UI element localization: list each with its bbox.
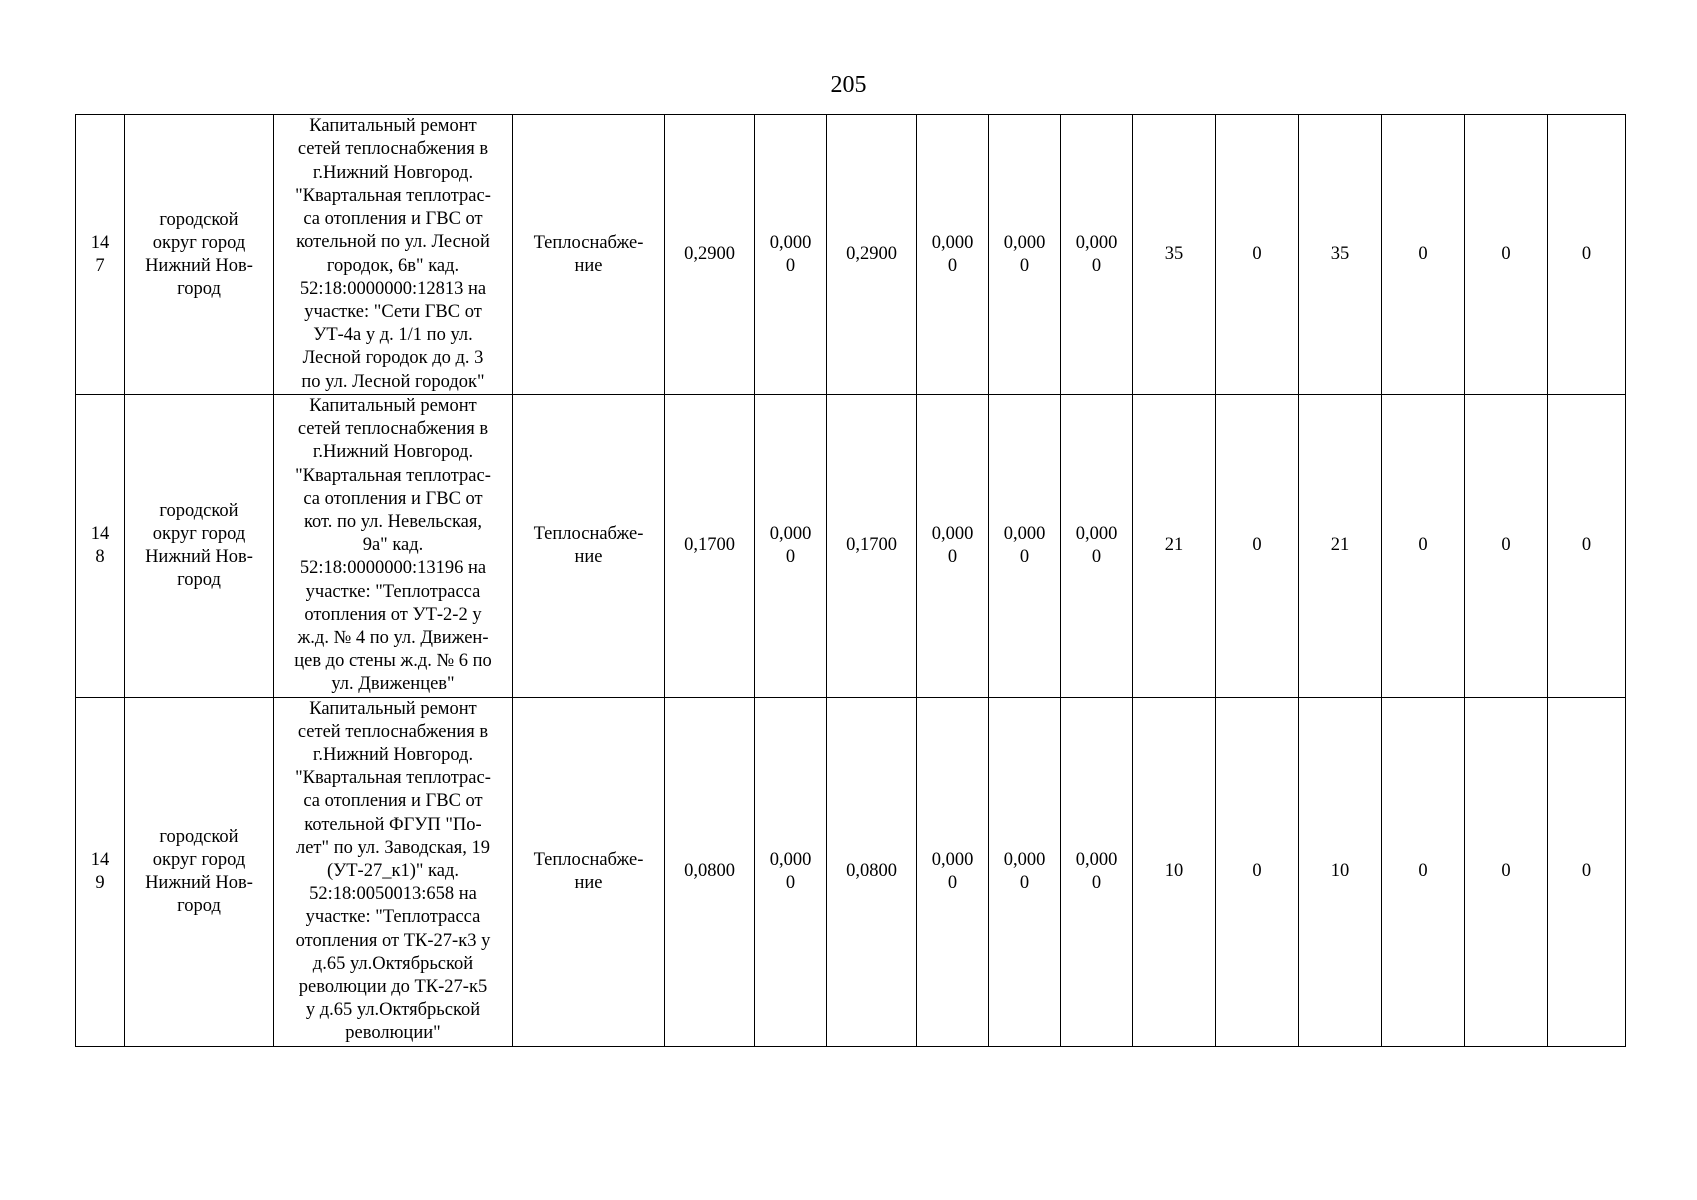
value-cell bbox=[917, 395, 989, 698]
value-cell bbox=[1061, 395, 1133, 698]
cell-line: 0 bbox=[947, 872, 958, 893]
row-number-cell bbox=[76, 395, 125, 698]
cell-line: революции" bbox=[345, 1023, 441, 1044]
cell-line: 0 bbox=[785, 255, 796, 276]
cell-line: 0,000 bbox=[1003, 849, 1046, 870]
cell-line: 0,000 bbox=[1075, 232, 1118, 253]
cell-line: Нижний Нов- bbox=[145, 872, 253, 893]
cell-line: сетей теплоснабжения в bbox=[297, 721, 489, 742]
cell-line: округ город bbox=[152, 523, 246, 544]
cell-line: Нижний Нов- bbox=[145, 546, 253, 567]
cell-line: 0,000 bbox=[931, 849, 974, 870]
cell-line: 52:18:0000000:13196 на bbox=[299, 558, 487, 579]
value-cell bbox=[989, 395, 1061, 698]
cell-line: город bbox=[177, 569, 221, 590]
municipality-cell bbox=[125, 395, 274, 698]
count-cell: 35 bbox=[1133, 115, 1216, 395]
cell-line: Теплоснабже- bbox=[533, 523, 644, 544]
cell-line: у д.65 ул.Октябрьской bbox=[305, 1000, 481, 1021]
count-cell: 0 bbox=[1548, 115, 1626, 395]
data-table bbox=[75, 114, 1626, 1047]
description-cell bbox=[274, 395, 513, 698]
value-cell bbox=[665, 115, 755, 395]
count-cell: 0 bbox=[1382, 697, 1465, 1046]
cell-line: котельной по ул. Лесной bbox=[296, 232, 490, 253]
cell-line: 0 bbox=[1019, 255, 1030, 276]
description-cell bbox=[274, 115, 513, 395]
cell-line: сетей теплоснабжения в bbox=[297, 419, 489, 440]
cell-line: 0,000 bbox=[1003, 523, 1046, 544]
value-cell bbox=[1061, 697, 1133, 1046]
cell-line: округ город bbox=[152, 849, 246, 870]
cell-line: городок, 6в" кад. bbox=[326, 255, 460, 276]
value-cell bbox=[917, 115, 989, 395]
value-cell bbox=[989, 115, 1061, 395]
cell-line: 0,000 bbox=[931, 232, 974, 253]
cell-line: город bbox=[177, 895, 221, 916]
cell-line: 14 bbox=[90, 523, 110, 544]
cell-line: 0,0800 bbox=[684, 861, 735, 882]
table-body bbox=[76, 115, 1626, 1047]
cell-line: 0 bbox=[1019, 872, 1030, 893]
type-cell bbox=[513, 395, 665, 698]
cell-line: по ул. Лесной городок" bbox=[301, 371, 485, 392]
cell-line: "Квартальная теплотрас- bbox=[295, 465, 491, 486]
cell-line: 14 bbox=[90, 232, 110, 253]
count-cell: 0 bbox=[1382, 115, 1465, 395]
cell-line: г.Нижний Новгород. bbox=[312, 162, 474, 183]
cell-line: 0,000 bbox=[931, 523, 974, 544]
cell-line: УТ-4а у д. 1/1 по ул. bbox=[313, 325, 473, 346]
value-cell bbox=[665, 395, 755, 698]
cell-line: городской bbox=[159, 209, 239, 230]
cell-line: лет" по ул. Заводская, 19 bbox=[295, 837, 490, 858]
cell-line: сетей теплоснабжения в bbox=[297, 139, 489, 160]
cell-line: Капитальный ремонт bbox=[309, 698, 477, 719]
count-cell: 0 bbox=[1382, 395, 1465, 698]
cell-line: са отопления и ГВС от bbox=[303, 791, 483, 812]
value-cell bbox=[755, 115, 827, 395]
value-cell bbox=[827, 395, 917, 698]
count-cell: 10 bbox=[1133, 697, 1216, 1046]
municipality-cell bbox=[125, 115, 274, 395]
cell-line: городской bbox=[159, 826, 239, 847]
cell-line: кот. по ул. Невельская, bbox=[303, 512, 483, 533]
count-cell: 0 bbox=[1465, 395, 1548, 698]
cell-line: цев до стены ж.д. № 6 по bbox=[294, 651, 492, 672]
municipality-cell bbox=[125, 697, 274, 1046]
cell-line: 0,000 bbox=[1075, 523, 1118, 544]
cell-line: 0 bbox=[1091, 255, 1102, 276]
value-cell bbox=[665, 697, 755, 1046]
table-row bbox=[76, 697, 1626, 1046]
cell-line: 0 bbox=[947, 255, 958, 276]
cell-line: 0,2900 bbox=[846, 244, 897, 264]
cell-line: 52:18:0000000:12813 на bbox=[299, 278, 487, 299]
row-number-cell bbox=[76, 115, 125, 395]
cell-line: 0,000 bbox=[769, 232, 812, 253]
cell-line: 0,000 bbox=[1075, 849, 1118, 870]
cell-line: г.Нижний Новгород. bbox=[312, 745, 474, 766]
type-cell bbox=[513, 115, 665, 395]
cell-line: 8 bbox=[95, 546, 105, 567]
count-cell: 0 bbox=[1216, 395, 1299, 698]
cell-line: отопления от ТК-27-к3 у bbox=[295, 930, 491, 951]
value-cell bbox=[755, 697, 827, 1046]
cell-line: (УТ-27_к1)" кад. bbox=[326, 861, 459, 882]
count-cell: 0 bbox=[1548, 395, 1626, 698]
cell-line: городской bbox=[159, 500, 239, 521]
cell-line: 0 bbox=[1019, 546, 1030, 567]
cell-line: 0,000 bbox=[769, 849, 812, 870]
cell-line: 9а" кад. bbox=[362, 535, 424, 556]
cell-line: 0,2900 bbox=[684, 244, 735, 264]
cell-line: Лесной городок до д. 3 bbox=[302, 348, 484, 369]
type-cell bbox=[513, 697, 665, 1046]
cell-line: Капитальный ремонт bbox=[309, 116, 477, 137]
value-cell bbox=[917, 697, 989, 1046]
table-row bbox=[76, 395, 1626, 698]
count-cell: 0 bbox=[1216, 697, 1299, 1046]
cell-line: отопления от УТ-2-2 у bbox=[304, 604, 482, 625]
value-cell bbox=[989, 697, 1061, 1046]
cell-line: Теплоснабже- bbox=[533, 849, 644, 870]
cell-line: участке: "Сети ГВС от bbox=[304, 301, 482, 322]
cell-line: котельной ФГУП "По- bbox=[304, 814, 482, 835]
cell-line: участке: "Теплотрасса bbox=[305, 907, 481, 928]
cell-line: "Квартальная теплотрас- bbox=[295, 185, 491, 206]
cell-line: ул. Движенцев" bbox=[331, 674, 455, 695]
cell-line: 0,000 bbox=[1003, 232, 1046, 253]
cell-line: 0 bbox=[785, 872, 796, 893]
cell-line: Нижний Нов- bbox=[145, 255, 253, 276]
cell-line: ж.д. № 4 по ул. Движен- bbox=[297, 628, 489, 649]
value-cell bbox=[827, 697, 917, 1046]
count-cell: 10 bbox=[1299, 697, 1382, 1046]
cell-line: участке: "Теплотрасса bbox=[305, 581, 481, 602]
cell-line: 0 bbox=[1091, 546, 1102, 567]
cell-line: са отопления и ГВС от bbox=[303, 209, 483, 230]
cell-line: са отопления и ГВС от bbox=[303, 488, 483, 509]
cell-line: революции до ТК-27-к5 bbox=[298, 977, 488, 998]
count-cell: 0 bbox=[1216, 115, 1299, 395]
cell-line: Капитальный ремонт bbox=[309, 396, 477, 416]
cell-line: д.65 ул.Октябрьской bbox=[312, 953, 474, 974]
cell-line: 0 bbox=[947, 546, 958, 567]
cell-line: 0,1700 bbox=[846, 535, 897, 556]
page-number: 205 bbox=[830, 72, 867, 98]
value-cell bbox=[1061, 115, 1133, 395]
cell-line: 52:18:0050013:658 на bbox=[309, 884, 477, 905]
row-number-cell bbox=[76, 697, 125, 1046]
count-cell: 0 bbox=[1465, 697, 1548, 1046]
count-cell: 0 bbox=[1548, 697, 1626, 1046]
cell-line: город bbox=[177, 278, 221, 299]
value-cell bbox=[827, 115, 917, 395]
cell-line: округ город bbox=[152, 232, 246, 253]
cell-line: 9 bbox=[95, 872, 105, 893]
cell-line: г.Нижний Новгород. bbox=[312, 442, 474, 463]
cell-line: "Квартальная теплотрас- bbox=[295, 768, 491, 789]
cell-line: ние bbox=[574, 546, 603, 567]
cell-line: 0,000 bbox=[769, 523, 812, 544]
cell-line: 0 bbox=[785, 546, 796, 567]
cell-line: 0,0800 bbox=[846, 861, 897, 882]
cell-line: 0,1700 bbox=[684, 535, 735, 556]
cell-line: 7 bbox=[95, 255, 105, 276]
cell-line: ние bbox=[574, 872, 603, 893]
table-row bbox=[76, 115, 1626, 395]
cell-line: 14 bbox=[90, 849, 110, 870]
count-cell: 21 bbox=[1133, 395, 1216, 698]
count-cell: 0 bbox=[1465, 115, 1548, 395]
description-cell bbox=[274, 697, 513, 1046]
cell-line: ние bbox=[574, 255, 603, 276]
count-cell: 35 bbox=[1299, 115, 1382, 395]
value-cell bbox=[755, 395, 827, 698]
cell-line: 0 bbox=[1091, 872, 1102, 893]
count-cell: 21 bbox=[1299, 395, 1382, 698]
cell-line: Теплоснабже- bbox=[533, 232, 644, 253]
